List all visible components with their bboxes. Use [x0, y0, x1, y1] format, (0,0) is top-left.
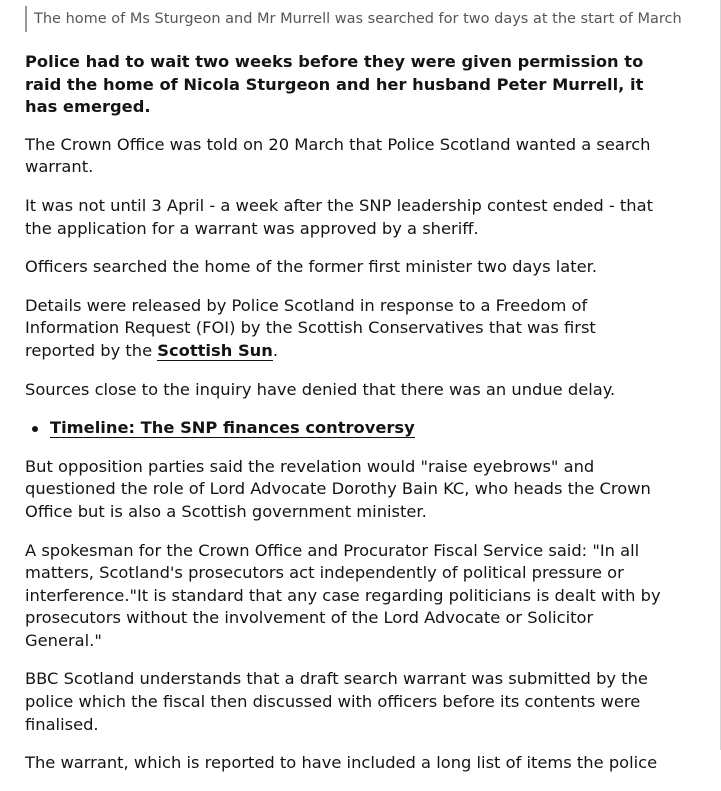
article-paragraph: But opposition parties said the revelation would "raise eyebrows" and questioned the role of Lord Advocate Dorothy Bain KC, who heads the Crown Office but is also a Scottish government minister.: [25, 456, 651, 521]
article-paragraph-with-link: [25, 295, 665, 363]
article-body: [25, 51, 665, 791]
article-lead: Police had to wait two weeks before they were given permission to raid the home of Nicola Sturgeon and her husband Peter Murrell, it has emerged.: [25, 52, 644, 117]
article-paragraph: Sources close to the inquiry have denied that there was an undue delay.: [25, 379, 616, 399]
article-paragraph-partial: The warrant, which is reported to have included a long list of items the police: [25, 753, 658, 773]
article-paragraph: The Crown Office was told on 20 March that Police Scotland wanted a search warrant.: [25, 134, 651, 177]
scottish-sun-link[interactable]: Scottish Sun: [157, 340, 273, 360]
article-paragraph: A spokesman for the Crown Office and Procurator Fiscal Service said: "In all matters, Scotland's prosecutors act independently of political pressure or interference."It is standard that any case regarding politicians is dealt with by prosecutors without the involvement of the Lord Advocate or Solicitor General.": [25, 540, 661, 650]
image-caption: The home of Ms Sturgeon and Mr Murrell was searched for two days at the start of March: [25, 6, 682, 32]
article-paragraph: Officers searched the home of the former first minister two days later.: [25, 257, 598, 277]
bullet-icon: [32, 426, 38, 432]
article-paragraph: It was not until 3 April - a week after the SNP leadership contest ended - that the application for a warrant was approved by a sheriff.: [25, 195, 653, 238]
related-links-list: [25, 417, 665, 440]
paragraph-text: Details were released by Police Scotland in response to a Freedom of Information Request (FOI) by the Scottish Conservatives that was first reported by the: [25, 295, 596, 360]
paragraph-text: .: [272, 340, 279, 360]
timeline-link[interactable]: Timeline: The SNP finances controversy: [50, 418, 415, 438]
related-link-item: [25, 417, 665, 440]
article-paragraph: BBC Scotland understands that a draft search warrant was submitted by the police which the fiscal then discussed with officers before its contents were finalised.: [25, 669, 648, 734]
